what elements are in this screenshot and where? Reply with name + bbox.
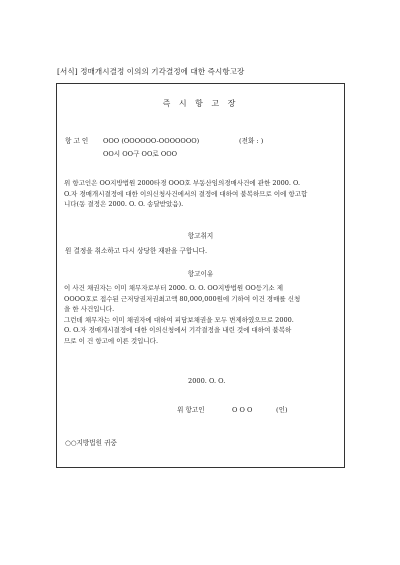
reason-line: 므로 이 건 항고에 이른 것입니다. bbox=[64, 336, 159, 345]
intro-line: 니다(동 결정은 2000. O. O. 송달받았음). bbox=[64, 200, 184, 208]
signer-label: 위 항고인 bbox=[177, 406, 205, 414]
seal-mark: (인) bbox=[276, 406, 288, 414]
reason-paragraph bbox=[64, 283, 339, 346]
intro-paragraph bbox=[64, 178, 339, 210]
form-caption: [서식] 정매개시결정 이의의 기각결정에 대한 즉시항고장 bbox=[57, 67, 245, 76]
appellant-address: OO시 OO구 OO로 OOO bbox=[103, 150, 178, 158]
document-title: 즉 시 항 고 장 bbox=[162, 99, 239, 108]
reason-line: 을 한 사건입니다. bbox=[64, 305, 115, 313]
intro-line: O.자 경매개시결정에 대한 이의신청사건에서의 결정에 대하여 불복하므로 이에 항고합 bbox=[64, 189, 308, 198]
reason-line: O. O.자 경매개시결정에 대한 이의신청에서 기각결정을 내린 것에 대하여 불복하 bbox=[64, 326, 292, 334]
reason-line: 그런데 채무자는 이미 채권자에 대하여 피담보채권을 모두 변제하였으므로 2000. bbox=[64, 315, 294, 324]
purpose-heading: 항고취지 bbox=[187, 232, 214, 240]
purpose-text: 원 결정을 취소하고 다시 상당한 재판을 구합니다. bbox=[65, 247, 208, 255]
appellant-label: 항 고 인 bbox=[65, 137, 89, 145]
signer-name: O O O bbox=[232, 406, 253, 414]
reason-line: OOOO호로 접수된 근저당권저권최고액 80,000,000원에 기하여 이건 경매를 신청 bbox=[64, 294, 301, 303]
reason-line: 이 사건 채권자는 이미 채무자로부터 2000. O. O. OO지방법원 OO등기소 제 bbox=[64, 284, 284, 292]
appellant-name: OOO (OOOOOO-OOOOOOO) bbox=[103, 137, 200, 145]
phone-label: (전화 : ) bbox=[239, 137, 264, 145]
reason-heading: 항고이유 bbox=[187, 270, 214, 278]
document-frame bbox=[56, 83, 345, 468]
court-addressee: ○○지방법원 귀중 bbox=[65, 439, 117, 447]
intro-line: 위 항고인은 OO지방법원 2000타경 OOO호 부동산임의경매사건에 관한 2000. O. bbox=[64, 179, 301, 187]
document-date: 2000. O. O. bbox=[188, 377, 226, 385]
